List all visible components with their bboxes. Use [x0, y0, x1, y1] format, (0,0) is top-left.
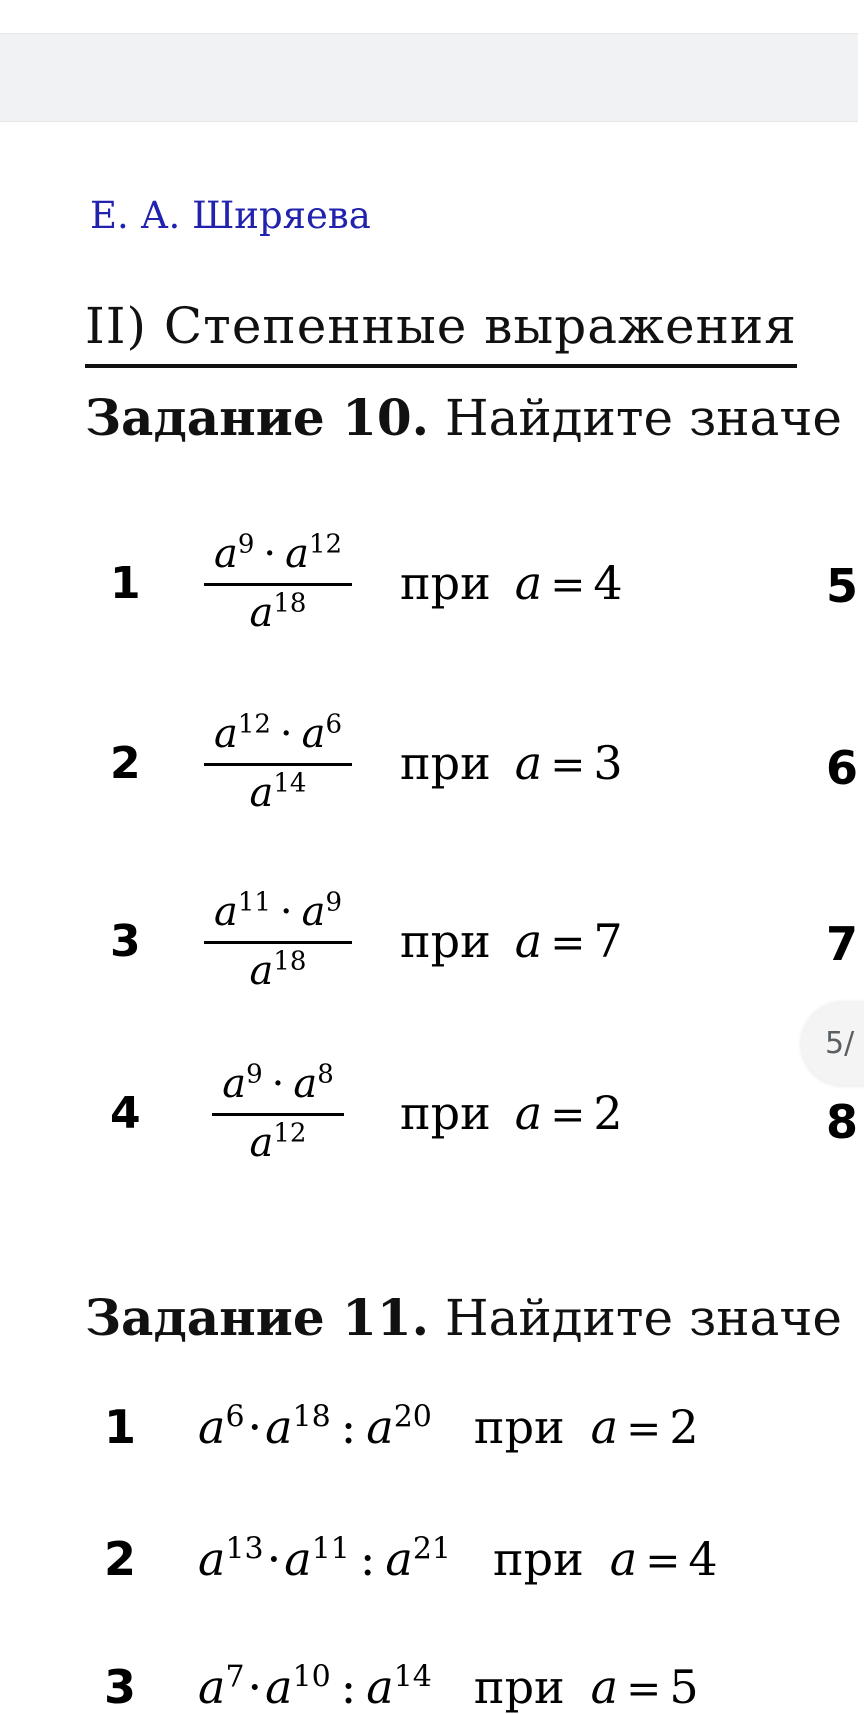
task11-item-1-number: 1: [104, 1400, 137, 1454]
task11-item-1-expression: [198, 1400, 432, 1454]
task10-item-2-num-power-2-base: a: [301, 710, 326, 757]
task10-item-1-condition: [400, 556, 623, 610]
task10-item-2-num-power-2-exponent: 6: [325, 709, 343, 740]
task11-item-2-power-1-exponent: 13: [225, 1531, 264, 1567]
task11-item-1-power-1-exponent: 6: [225, 1399, 245, 1435]
task10-item-1-condition-value: 4: [593, 556, 623, 610]
task10-item-2-fraction: [194, 711, 362, 816]
task10-item-4-den-power: [250, 1120, 307, 1166]
task10-item-1-num-power-1-base: a: [213, 530, 238, 577]
multiplication-dot: ·: [247, 1660, 263, 1714]
task11-item-2-power-3: [385, 1532, 451, 1586]
task10-title-text: Найдите значе: [429, 389, 843, 447]
task10-item-3-num-power-1-base: a: [213, 888, 238, 935]
multiplication-dot: ·: [263, 530, 277, 577]
task10-item-2-num-power-1-exponent: 12: [237, 709, 271, 740]
task10-item-2-number: 2: [110, 737, 141, 789]
division-colon: :: [340, 1400, 357, 1454]
task11-item-1-power-3-exponent: 20: [393, 1399, 432, 1435]
task10-right-number-5: 5: [826, 559, 859, 613]
task10-item-4: [0, 1038, 800, 1188]
task10-item-3-condition-eq: =: [550, 918, 586, 967]
task10-item-3-num-power-1-exponent: 11: [237, 887, 271, 918]
task10-item-1-den-power-base: a: [249, 589, 274, 636]
task11-item-1-condition-eq: =: [626, 1404, 662, 1453]
task10-item-4-num-power-1: [222, 1061, 262, 1107]
task11-title-number: Задание 11.: [85, 1288, 430, 1347]
multiplication-dot: ·: [271, 1060, 285, 1107]
task10-item-2-num-power-1-base: a: [213, 710, 238, 757]
task11-item-1-condition: [474, 1400, 699, 1454]
task10-item-2-condition-var: a: [514, 736, 543, 790]
task11-item-1-condition-word: при: [473, 1400, 565, 1454]
task11-item-1-condition-var: a: [590, 1400, 619, 1454]
task10-item-2-condition-word: при: [400, 736, 491, 790]
task10-item-1-condition-var: a: [514, 556, 543, 610]
task11-item-2-condition-value: 4: [688, 1532, 718, 1586]
page-indicator-label: 5/: [825, 1025, 855, 1061]
task11-item-3-power-1: [198, 1660, 245, 1714]
task11-item-2-condition: [493, 1532, 718, 1586]
author-link[interactable]: Е. А. Ширяева: [90, 194, 371, 237]
task10-item-4-condition-value: 2: [593, 1086, 623, 1140]
task11-item-2-power-3-exponent: 21: [412, 1531, 451, 1567]
task10-item-4-den-power-base: a: [249, 1119, 274, 1166]
task10-item-1-num-power-2: [285, 531, 342, 577]
task10-item-1-fraction: [194, 531, 362, 636]
division-colon: :: [359, 1532, 376, 1586]
task11-item-3-condition-value: 5: [669, 1660, 699, 1714]
task11-item-3-condition-word: при: [473, 1660, 565, 1714]
task11-item-1-power-2-exponent: 18: [292, 1399, 331, 1435]
task10-item-2-numerator: [204, 711, 352, 766]
task11-item-1-power-1: [198, 1400, 245, 1454]
task11-item-3-power-1-exponent: 7: [225, 1659, 245, 1695]
task10-item-3-condition-var: a: [514, 914, 543, 968]
task11-item-2-condition-word: при: [493, 1532, 584, 1586]
task11-item-2-condition-eq: =: [645, 1536, 681, 1585]
task10-title: [85, 388, 842, 448]
task11-item-3-power-3-base: a: [366, 1660, 394, 1714]
task10-item-1-num-power-1-exponent: 9: [237, 529, 255, 560]
multiplication-dot: ·: [247, 1400, 263, 1454]
task11-item-2-number: 2: [104, 1532, 137, 1586]
task11-item-3-power-2: [265, 1660, 331, 1714]
task11-item-3: [0, 1660, 864, 1714]
task10-item-3-num-power-2-base: a: [301, 888, 326, 935]
task11-item-3-condition-eq: =: [626, 1664, 662, 1713]
task11-item-3-expression: [198, 1660, 432, 1714]
task11-item-2-power-1: [198, 1532, 264, 1586]
task10-item-2-num-power-2: [302, 711, 342, 757]
division-colon: :: [340, 1660, 357, 1714]
task10-item-2-condition-eq: =: [550, 740, 586, 789]
task11-item-2-power-2-base: a: [284, 1532, 312, 1586]
task10-item-3-num-power-2-exponent: 9: [325, 887, 343, 918]
section-heading: II) Степенные выражения: [85, 298, 797, 368]
task10-item-4-condition-word: при: [400, 1086, 491, 1140]
task10-item-1-num-power-2-exponent: 12: [308, 529, 343, 560]
task10-item-3-condition-value: 7: [593, 914, 623, 968]
task11-item-2: [0, 1532, 864, 1586]
task10-right-number-7: 7: [826, 917, 859, 971]
top-chrome-band: [0, 33, 858, 122]
task10-item-1: [0, 508, 800, 658]
task10-item-4-num-power-2: [293, 1061, 333, 1107]
task10-item-2-den-power-exponent: 14: [273, 768, 307, 799]
task10-item-2-denominator: [194, 770, 362, 816]
task11-item-2-condition-var: a: [609, 1532, 638, 1586]
task11-item-1-power-3: [366, 1400, 432, 1454]
task10-item-3-numerator: [204, 889, 352, 944]
task11-item-3-condition: [474, 1660, 699, 1714]
task11-item-2-power-2: [284, 1532, 350, 1586]
task10-item-1-num-power-2-base: a: [285, 530, 309, 577]
task11-item-3-power-2-exponent: 10: [292, 1659, 331, 1695]
task10-item-4-num-power-1-exponent: 9: [246, 1059, 263, 1090]
page-indicator-badge: [801, 1001, 864, 1085]
task10-item-3-condition-word: при: [400, 914, 491, 968]
task10-item-2-num-power-1: [214, 711, 271, 757]
task10-item-3-num-power-1: [214, 889, 271, 935]
task11-item-2-expression: [198, 1532, 451, 1586]
task11-item-1-power-2: [265, 1400, 331, 1454]
task10-item-1-num-power-1: [214, 531, 254, 577]
task10-item-4-num-power-2-base: a: [293, 1060, 318, 1107]
task10-right-number-8: 8: [826, 1095, 859, 1149]
task10-item-1-condition-eq: =: [550, 560, 586, 609]
task10-item-3-den-power-base: a: [249, 947, 274, 994]
task10-item-4-condition: [400, 1086, 623, 1140]
task10-item-4-condition-eq: =: [550, 1090, 586, 1139]
task10-item-2-condition: [400, 736, 623, 790]
task10-item-4-fraction: [194, 1061, 362, 1166]
task10-item-4-den-power-exponent: 12: [273, 1118, 307, 1149]
task11-item-3-power-3-exponent: 14: [393, 1659, 432, 1695]
task11-item-3-power-2-base: a: [265, 1660, 293, 1714]
multiplication-dot: ·: [266, 1532, 282, 1586]
task11-item-2-power-1-base: a: [198, 1532, 226, 1586]
task11-item-2-power-2-exponent: 11: [311, 1531, 350, 1567]
task10-item-3-denominator: [194, 948, 362, 994]
task10-item-2-den-power-base: a: [249, 769, 274, 816]
task11-item-1-power-2-base: a: [265, 1400, 293, 1454]
task10-item-4-condition-var: a: [514, 1086, 543, 1140]
task10-item-3-condition: [400, 914, 623, 968]
task10-item-1-denominator: [194, 590, 362, 636]
multiplication-dot: ·: [279, 710, 293, 757]
task10-item-3-fraction: [194, 889, 362, 994]
task10-right-number-6: 6: [826, 741, 859, 795]
multiplication-dot: ·: [279, 888, 293, 935]
task10-item-1-number: 1: [110, 557, 141, 609]
task10-item-2-condition-value: 3: [593, 736, 623, 790]
task10-item-1-den-power: [250, 590, 307, 636]
task11-item-1-power-1-base: a: [198, 1400, 226, 1454]
task10-item-1-den-power-exponent: 18: [273, 588, 307, 619]
task10-item-2: [0, 688, 800, 838]
task10-item-4-numerator: [212, 1061, 344, 1116]
task11-item-1-condition-value: 2: [669, 1400, 699, 1454]
task10-item-3-num-power-2: [302, 889, 342, 935]
task10-item-3: [0, 866, 800, 1016]
task10-item-4-num-power-1-base: a: [222, 1060, 247, 1107]
task10-item-4-number: 4: [110, 1087, 141, 1139]
task11-item-2-power-3-base: a: [385, 1532, 413, 1586]
task11-item-1-power-3-base: a: [366, 1400, 394, 1454]
task11-item-3-power-3: [366, 1660, 432, 1714]
task10-item-1-numerator: [204, 531, 352, 586]
task10-item-3-den-power: [250, 948, 307, 994]
task10-item-3-den-power-exponent: 18: [273, 946, 307, 977]
task11-item-3-condition-var: a: [590, 1660, 619, 1714]
task10-item-4-denominator: [194, 1120, 362, 1166]
task11-item-3-power-1-base: a: [198, 1660, 226, 1714]
task11-title-text: Найдите значе: [429, 1289, 843, 1347]
task10-item-4-num-power-2-exponent: 8: [317, 1059, 334, 1090]
task10-title-number: Задание 10.: [85, 388, 430, 447]
task11-item-1: [0, 1400, 864, 1454]
task10-item-3-number: 3: [110, 915, 141, 967]
task10-item-1-condition-word: при: [400, 556, 491, 610]
task10-item-2-den-power: [250, 770, 307, 816]
task11-item-3-number: 3: [104, 1660, 137, 1714]
task11-title: [85, 1288, 842, 1348]
